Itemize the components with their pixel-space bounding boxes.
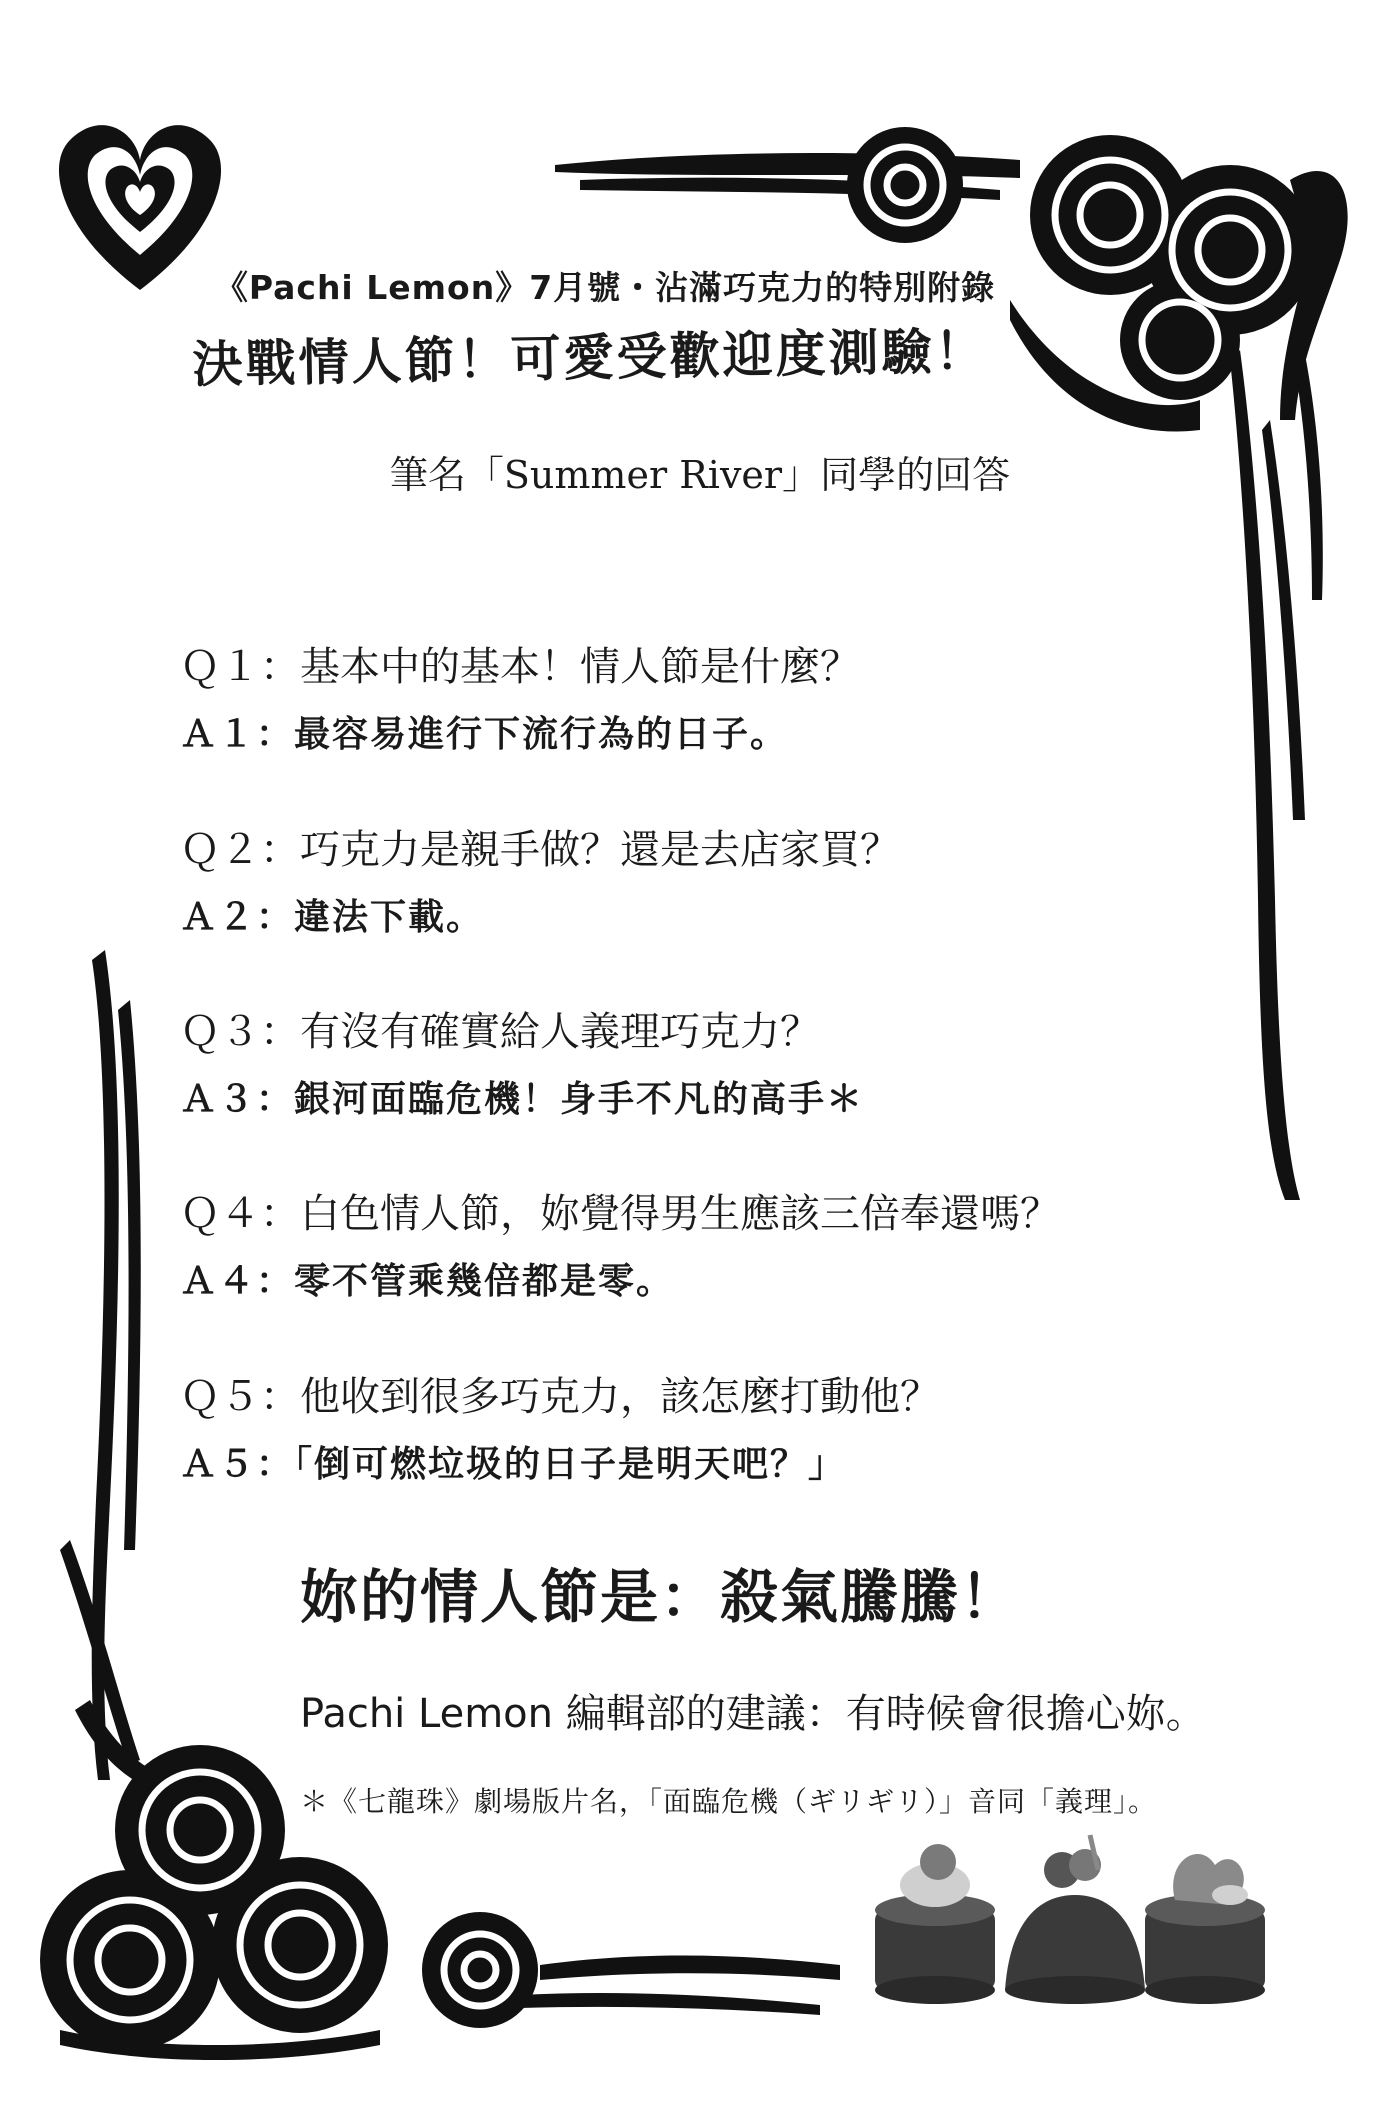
question: Ｑ２：巧克力是親手做？還是去店家買？ xyxy=(180,827,900,873)
answer: Ａ４：零不管乘幾倍都是零。 xyxy=(180,1260,675,1302)
footnote: ＊《七龍珠》劇場版片名，「面臨危機（ギリギリ）」音同「義理」。 xyxy=(300,1785,1158,1818)
byline: 筆名「Summer River」同學的回答 xyxy=(389,453,1011,497)
answer: Ａ２：違法下載。 xyxy=(180,896,485,938)
qa-item xyxy=(180,1182,1160,1304)
cake-icon xyxy=(1145,1854,1265,2004)
header-title: 決戰情人節！可愛受歡迎度測驗！ xyxy=(192,322,989,394)
vine-left xyxy=(60,950,141,1780)
qa-item xyxy=(180,1000,1160,1122)
header-subtitle: 《Pachi Lemon》7月號・沾滿巧克力的特別附錄 xyxy=(214,268,996,307)
answer: Ａ３：銀河面臨危機！身手不凡的高手＊ xyxy=(180,1078,865,1120)
qa-item xyxy=(180,1365,1160,1487)
qa-item xyxy=(180,818,1160,940)
answer: Ａ５：「倒可燃垃圾的日子是明天吧？」 xyxy=(180,1443,847,1485)
qa-item xyxy=(180,635,1160,757)
cake-icon xyxy=(875,1844,995,2004)
question: Ｑ４：白色情人節，妳覺得男生應該三倍奉還嗎？ xyxy=(180,1191,1060,1237)
rose-cluster-bottom-left xyxy=(40,1700,840,2060)
cake-icon xyxy=(1005,1835,1145,2004)
editor-advice: Pachi Lemon 編輯部的建議：有時候會很擔心妳。 xyxy=(300,1691,1206,1737)
question: Ｑ５：他收到很多巧克力，該怎麼打動他？ xyxy=(180,1374,940,1420)
question: Ｑ１：基本中的基本！情人節是什麼？ xyxy=(180,644,860,690)
result-heading: 妳的情人節是：殺氣騰騰！ xyxy=(300,1563,1021,1631)
answer: Ａ１：最容易進行下流行為的日子。 xyxy=(180,713,789,755)
question: Ｑ３：有沒有確實給人義理巧克力？ xyxy=(180,1009,820,1055)
